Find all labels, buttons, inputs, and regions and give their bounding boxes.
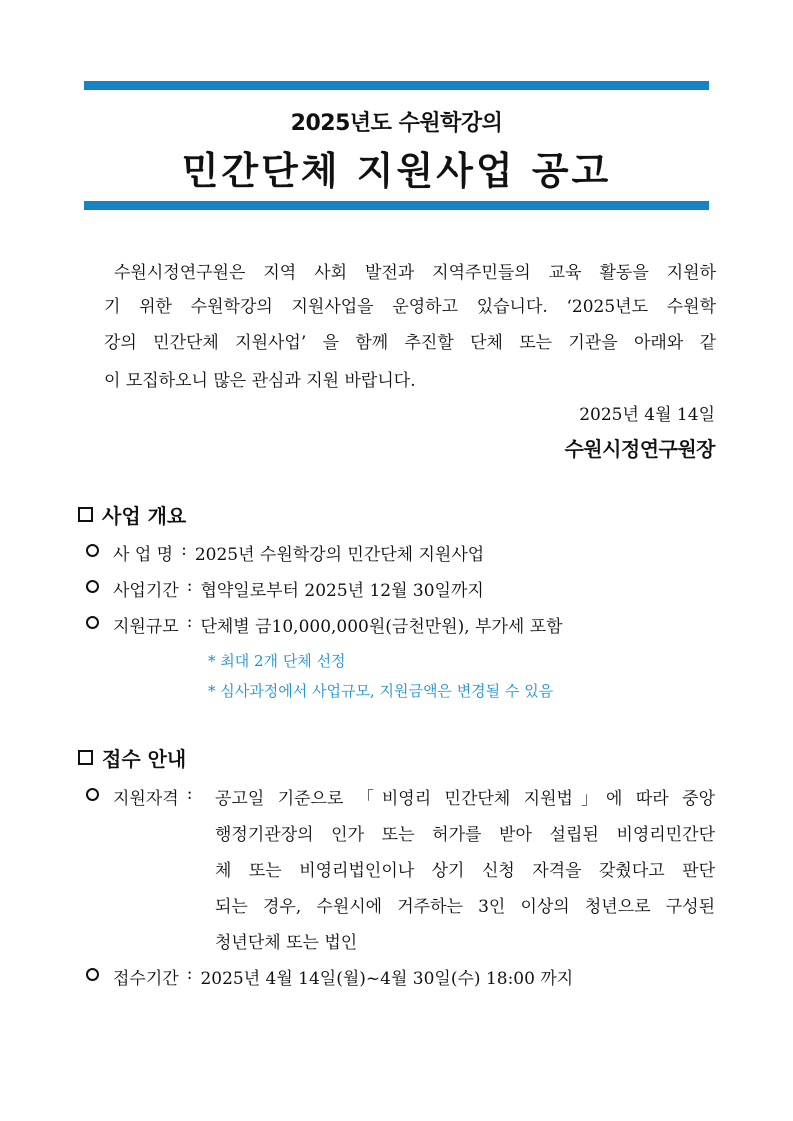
- item-value: 단체별 금10,000,000원(금천만원), 부가세 포함: [200, 617, 563, 637]
- eligibility-line-1: 공고일 기준으로 「비영리 민간단체 지원법」에 따라 중앙: [215, 789, 715, 809]
- intro-line-1: 수원시정연구원은 지역 사회 발전과 지역주민들의 교육 활동을 지원하: [114, 263, 716, 283]
- list-item-support-scale: [86, 612, 563, 637]
- item-label: 사 업 명: [113, 545, 174, 565]
- circle-bullet-icon: [86, 544, 99, 557]
- circle-bullet-icon: [86, 616, 99, 629]
- checkbox-square-icon: [78, 750, 93, 765]
- item-label: 접수기간: [113, 969, 179, 989]
- eligibility-line-4: 되는 경우, 수원시에 거주하는 3인 이상의 청년으로 구성된: [215, 897, 715, 917]
- signatory: 수원시정연구원장: [564, 437, 715, 461]
- announcement-date: 2025년 4월 14일: [579, 405, 715, 425]
- item-separator: :: [186, 612, 193, 632]
- header-bottom-bar: [84, 201, 709, 210]
- document-subtitle: 2025년도 수원학강의: [290, 111, 503, 136]
- section-heading-label: 접수 안내: [102, 747, 187, 771]
- item-separator: :: [186, 964, 193, 984]
- list-item-project-period: [86, 576, 484, 601]
- item-value: 2025년 4월 14일(월)~4월 30일(수) 18:00 까지: [200, 969, 574, 989]
- item-separator: :: [186, 576, 193, 596]
- item-label: 사업기간: [113, 581, 179, 601]
- section-heading-overview: [78, 500, 186, 529]
- item-separator: :: [186, 784, 193, 804]
- note-review-change: * 심사과정에서 사업규모, 지원금액은 변경될 수 있음: [208, 682, 554, 700]
- eligibility-line-2: 행정기관장의 인가 또는 허가를 받아 설립된 비영리민간단: [215, 825, 715, 845]
- eligibility-line-5: 청년단체 또는 법인: [215, 933, 358, 953]
- header-top-bar: [84, 81, 709, 90]
- circle-bullet-icon: [86, 788, 99, 801]
- intro-line-2: 기 위한 수원학강의 지원사업을 운영하고 있습니다. ‘2025년도 수원학: [104, 297, 716, 317]
- document-title: 민간단체 지원사업 공고: [181, 149, 612, 193]
- item-value: 협약일로부터 2025년 12월 30일까지: [200, 581, 484, 601]
- item-label: 지원자격: [113, 789, 179, 809]
- section-heading-label: 사업 개요: [102, 504, 187, 528]
- item-value: 2025년 수원학강의 민간단체 지원사업: [194, 545, 485, 565]
- intro-line-4: 이 모집하오니 많은 관심과 지원 바랍니다.: [104, 371, 416, 391]
- list-item-project-name: [86, 540, 484, 565]
- checkbox-square-icon: [78, 507, 93, 522]
- note-max-groups: * 최대 2개 단체 선정: [208, 652, 346, 670]
- list-item-application-period: [86, 964, 573, 989]
- circle-bullet-icon: [86, 968, 99, 981]
- intro-line-3: 강의 민간단체 지원사업’ 을 함께 추진할 단체 또는 기관을 아래와 같: [104, 333, 716, 353]
- item-label: 지원규모: [113, 617, 179, 637]
- section-heading-application: [78, 743, 186, 772]
- circle-bullet-icon: [86, 580, 99, 593]
- eligibility-line-3: 체 또는 비영리법인이나 상기 신청 자격을 갖췄다고 판단: [215, 861, 715, 881]
- list-item-eligibility: [86, 784, 200, 809]
- item-separator: :: [181, 540, 187, 560]
